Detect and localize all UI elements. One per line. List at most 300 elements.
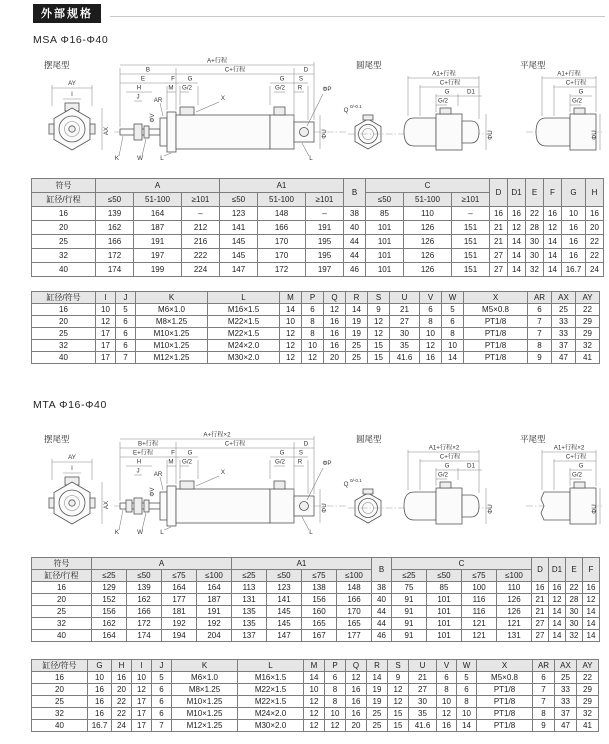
table-row xyxy=(32,235,604,249)
dimension-cell: 100 xyxy=(462,582,497,594)
dimension-cell: 148 xyxy=(337,582,372,594)
dimension-cell: 16 xyxy=(346,684,367,696)
column-header: ≤50 xyxy=(220,193,258,207)
dim-c-flat: C+行程 xyxy=(565,79,587,87)
dimension-cell: 30 xyxy=(566,618,583,630)
dimension-cell: 126 xyxy=(404,235,452,249)
msa-swing-tail-view xyxy=(44,60,110,150)
dimension-cell: 177 xyxy=(337,630,372,642)
dimension-cell: 75 xyxy=(392,582,427,594)
dimension-cell: 27 xyxy=(532,618,549,630)
dimension-cell: 17 xyxy=(96,328,116,340)
bore-size-cell: 16 xyxy=(32,207,96,221)
dimension-cell: 30 xyxy=(526,249,544,263)
dimension-cell: 110 xyxy=(497,582,532,594)
dimension-cell: 22 xyxy=(112,708,132,720)
dimension-cell: 151 xyxy=(452,249,490,263)
dimension-cell: 16 xyxy=(88,696,112,708)
dimension-cell: PT1/8 xyxy=(464,328,528,340)
dimension-cell: 8 xyxy=(528,340,552,352)
column-header: AX xyxy=(555,660,577,672)
dimension-cell: 8 xyxy=(533,708,555,720)
dimension-cell: 47 xyxy=(555,720,577,732)
dimension-cell: M16×1.5 xyxy=(208,304,280,316)
dimension-cell: 22 xyxy=(566,582,583,594)
dimension-cell: 16 xyxy=(420,352,442,364)
table-row xyxy=(32,684,599,696)
bore-size-cell: 20 xyxy=(32,316,96,328)
dimension-cell: 14 xyxy=(280,304,302,316)
dim-phi-v: ΦV xyxy=(149,113,156,123)
dim-h: H xyxy=(136,458,142,466)
column-header: V xyxy=(437,660,457,672)
column-header: R xyxy=(346,292,368,304)
dimension-cell: M10×1.25 xyxy=(172,708,238,720)
dimension-cell: 8 xyxy=(442,328,464,340)
dim-l-rear: L xyxy=(309,155,313,162)
dim-w: W xyxy=(137,155,143,162)
dimension-cell: 164 xyxy=(134,207,182,221)
dimension-cell: 6 xyxy=(457,684,477,696)
dimension-cell: 172 xyxy=(258,263,306,277)
column-header: D1 xyxy=(508,179,526,207)
dimension-cell: 21 xyxy=(409,672,437,684)
dimension-cell: 8 xyxy=(302,328,324,340)
dim-b: B xyxy=(145,66,151,74)
dimension-cell: 12 xyxy=(508,221,526,235)
mta-flat-tail-view xyxy=(520,434,602,524)
dimension-cell: 126 xyxy=(497,594,532,606)
dimension-cell: 6 xyxy=(152,696,172,708)
bore-size-cell: 25 xyxy=(32,606,92,618)
dim-ax: AX xyxy=(103,500,110,510)
column-header: U xyxy=(409,660,437,672)
bore-size-cell: 16 xyxy=(32,304,96,316)
column-header: H xyxy=(586,179,604,207)
dim-g2-round: G/2 xyxy=(438,471,448,479)
dimension-cell: 20 xyxy=(346,720,367,732)
bore-size-cell: 32 xyxy=(32,708,88,720)
mta-main-view xyxy=(114,431,346,537)
dimension-cell: 147 xyxy=(220,263,258,277)
dimension-cell: 12 xyxy=(437,708,457,720)
dimension-cell: 101 xyxy=(366,263,404,277)
column-header: AY xyxy=(577,660,599,672)
dimension-cell: 14 xyxy=(583,618,600,630)
dimension-cell: 22 xyxy=(586,235,604,249)
bore-size-cell: 20 xyxy=(32,221,96,235)
column-header: K xyxy=(136,292,208,304)
dimension-cell: 10 xyxy=(437,696,457,708)
dim-g-round: G xyxy=(444,462,450,470)
dimension-cell: 151 xyxy=(452,263,490,277)
dimension-cell: 16 xyxy=(112,672,132,684)
dim-g2-flat: G/2 xyxy=(572,471,582,479)
column-header: J xyxy=(152,660,172,672)
dim-a1-round: A1+行程 xyxy=(432,70,456,78)
header-row xyxy=(32,558,600,570)
dimension-cell: M10×1.25 xyxy=(136,328,208,340)
dim-phi-p: ΦP xyxy=(322,86,332,93)
dim-k: K xyxy=(114,529,120,536)
dimension-cell: 116 xyxy=(462,606,497,618)
dimension-cell: 101 xyxy=(366,249,404,263)
dimension-cell: 191 xyxy=(306,221,344,235)
dimension-cell: 27 xyxy=(390,316,420,328)
dim-phi-u-flat: ΦU xyxy=(591,504,598,514)
dimension-cell: PT1/8 xyxy=(464,352,528,364)
dimension-cell: 177 xyxy=(162,594,197,606)
dimension-cell: 15 xyxy=(368,340,390,352)
dimension-cell: 151 xyxy=(452,235,490,249)
dimension-cell: 22 xyxy=(577,672,599,684)
dimension-cell: PT1/8 xyxy=(477,696,533,708)
dimension-cell: 28 xyxy=(566,594,583,606)
table-row xyxy=(32,630,600,642)
dim-g2-round: G/2 xyxy=(438,97,448,105)
dim-e: E+行程 xyxy=(132,449,154,457)
dimension-cell: 116 xyxy=(462,594,497,606)
table-row xyxy=(32,249,604,263)
dim-m: M xyxy=(168,84,174,92)
dim-d: D xyxy=(303,440,309,448)
column-header: J xyxy=(116,292,136,304)
column-header: H xyxy=(112,660,132,672)
dimension-cell: 35 xyxy=(409,708,437,720)
dimension-cell: 44 xyxy=(344,249,366,263)
column-header: A xyxy=(92,558,232,570)
dimension-cell: M30×2.0 xyxy=(208,352,280,364)
dim-j: J xyxy=(136,93,140,101)
dim-ay: AY xyxy=(68,454,76,461)
dimension-cell: 164 xyxy=(162,582,197,594)
dimension-cell: 16 xyxy=(346,708,367,720)
dim-q-tolerance: 0/-0.1 xyxy=(350,104,362,109)
column-header: Q xyxy=(346,660,367,672)
dimension-cell: 41 xyxy=(576,352,600,364)
dim-f: F xyxy=(171,75,175,83)
column-header: ≥101 xyxy=(306,193,344,207)
view-label-swing-tail: 摆尾型 xyxy=(44,434,70,444)
dim-g: G xyxy=(187,449,193,457)
dimension-cell: M6×1.0 xyxy=(172,672,238,684)
dimension-cell: 152 xyxy=(92,594,127,606)
dimension-cell: 170 xyxy=(337,606,372,618)
dimension-cell: 145 xyxy=(220,249,258,263)
dimension-cell: 16 xyxy=(324,340,346,352)
dimension-cell: 85 xyxy=(427,582,462,594)
msa-dimension-table-1 xyxy=(31,178,604,277)
dim-d1-round: D1 xyxy=(467,462,475,470)
dimension-cell: 16 xyxy=(562,221,586,235)
bore-size-cell: 16 xyxy=(32,672,88,684)
dimension-cell: 6 xyxy=(302,304,324,316)
dimension-cell: – xyxy=(452,207,490,221)
dim-ay: AY xyxy=(68,80,76,87)
dimension-cell: 32 xyxy=(566,630,583,642)
table-row xyxy=(32,340,600,352)
dim-phi-u-round: ΦU xyxy=(487,504,494,514)
bore-size-cell: 32 xyxy=(32,340,96,352)
dimension-cell: 16 xyxy=(549,582,566,594)
dimension-cell: 14 xyxy=(508,263,526,277)
dimension-cell: 6 xyxy=(152,684,172,696)
header-row xyxy=(32,570,600,582)
dim-q: Q xyxy=(343,481,349,488)
dimension-cell: M8×1.25 xyxy=(172,684,238,696)
column-header: B xyxy=(344,179,366,207)
dim-a: A+行程 xyxy=(206,57,228,65)
column-header: W xyxy=(442,292,464,304)
bore-size-cell: 16 xyxy=(32,582,92,594)
dimension-cell: 12 xyxy=(280,352,302,364)
dimension-cell: 12 xyxy=(420,340,442,352)
dimension-cell: 145 xyxy=(267,606,302,618)
column-header: ≤50 xyxy=(267,570,302,582)
dimension-cell: 9 xyxy=(368,304,390,316)
dimension-cell: 22 xyxy=(112,696,132,708)
dimension-cell: 27 xyxy=(490,249,508,263)
dim-g-rear: G xyxy=(279,449,285,457)
dimension-cell: 19 xyxy=(367,696,388,708)
dimension-cell: 170 xyxy=(258,235,306,249)
dimension-cell: 212 xyxy=(182,221,220,235)
dimension-cell: 166 xyxy=(127,606,162,618)
column-header: ≥101 xyxy=(452,193,490,207)
dim-w: W xyxy=(137,529,143,536)
column-header: 缸径/行程 xyxy=(32,570,92,582)
dimension-cell: 166 xyxy=(337,594,372,606)
dimension-cell: 22 xyxy=(576,304,600,316)
column-header: ≤75 xyxy=(302,570,337,582)
dimension-cell: 32 xyxy=(576,340,600,352)
msa-section-title: MSA Φ16-Φ40 xyxy=(33,34,109,46)
dimension-cell: 21 xyxy=(390,304,420,316)
dimension-cell: 141 xyxy=(220,221,258,235)
column-header: S xyxy=(368,292,390,304)
dimension-cell: 19 xyxy=(346,316,368,328)
dim-i: I xyxy=(71,465,73,472)
dimension-cell: 47 xyxy=(552,352,576,364)
dimension-cell: M30×2.0 xyxy=(238,720,304,732)
dimension-cell: 91 xyxy=(392,594,427,606)
column-header: P xyxy=(302,292,324,304)
dimension-cell: 16 xyxy=(490,207,508,221)
dimension-cell: 12 xyxy=(544,221,562,235)
dimension-cell: 33 xyxy=(552,316,576,328)
dimension-cell: PT1/8 xyxy=(464,316,528,328)
dimension-cell: 25 xyxy=(367,720,388,732)
msa-dimension-drawing xyxy=(30,54,602,170)
dimension-cell: 126 xyxy=(404,249,452,263)
dimension-cell: M22×1.5 xyxy=(238,684,304,696)
dimension-cell: 33 xyxy=(555,684,577,696)
dimension-cell: 12 xyxy=(346,672,367,684)
dimension-cell: 174 xyxy=(96,263,134,277)
column-header: U xyxy=(390,292,420,304)
dim-i: I xyxy=(71,91,73,98)
bore-size-cell: 20 xyxy=(32,594,92,606)
dimension-cell: 40 xyxy=(372,594,392,606)
dimension-cell: 29 xyxy=(577,696,599,708)
dimension-cell: 44 xyxy=(344,235,366,249)
dimension-cell: 14 xyxy=(583,630,600,642)
dimension-cell: 224 xyxy=(182,263,220,277)
view-label-swing-tail: 摆尾型 xyxy=(44,60,70,70)
dimension-cell: M10×1.25 xyxy=(136,340,208,352)
dim-ar: AR xyxy=(153,471,163,478)
msa-dimension-table-2 xyxy=(31,291,600,364)
dimension-cell: 172 xyxy=(96,249,134,263)
dim-r: R xyxy=(297,84,303,92)
dimension-cell: 101 xyxy=(427,606,462,618)
dimension-cell: 192 xyxy=(197,618,232,630)
dimension-cell: 7 xyxy=(528,328,552,340)
dim-m: M xyxy=(168,458,174,466)
column-header: ≤75 xyxy=(462,570,497,582)
column-header: R xyxy=(367,660,388,672)
dimension-cell: 138 xyxy=(302,582,337,594)
dimension-cell: 162 xyxy=(92,618,127,630)
column-header: AR xyxy=(533,660,555,672)
dimension-cell: 135 xyxy=(232,618,267,630)
dimension-cell: 123 xyxy=(267,582,302,594)
dim-phi-v: ΦV xyxy=(149,487,156,497)
dimension-cell: 147 xyxy=(267,630,302,642)
dimension-cell: 25 xyxy=(367,708,388,720)
dimension-cell: 14 xyxy=(508,249,526,263)
msa-round-tail-view xyxy=(344,60,494,150)
dimension-cell: PT1/8 xyxy=(464,340,528,352)
dimension-cell: 10 xyxy=(325,708,346,720)
dimension-cell: 25 xyxy=(552,304,576,316)
dimension-cell: 6 xyxy=(533,672,555,684)
dimension-cell: 16 xyxy=(544,207,562,221)
dimension-cell: – xyxy=(306,207,344,221)
dimension-cell: 195 xyxy=(306,235,344,249)
bore-size-cell: 32 xyxy=(32,249,96,263)
column-header: 51-100 xyxy=(134,193,182,207)
dimension-cell: 14 xyxy=(442,352,464,364)
dimension-cell: 46 xyxy=(372,630,392,642)
dimension-cell: 12 xyxy=(304,696,325,708)
dimension-cell: 19 xyxy=(367,684,388,696)
dimension-cell: 12 xyxy=(132,684,152,696)
dimension-cell: 37 xyxy=(552,340,576,352)
dimension-cell: 16 xyxy=(88,708,112,720)
table-row xyxy=(32,594,600,606)
dim-a1-flat: A1+行程 xyxy=(557,70,581,78)
dimension-cell: 28 xyxy=(526,221,544,235)
dimension-cell: 139 xyxy=(127,582,162,594)
column-header: D xyxy=(490,179,508,207)
table-row xyxy=(32,708,599,720)
dimension-cell: 110 xyxy=(404,207,452,221)
dimension-cell: 12 xyxy=(325,720,346,732)
dim-s: S xyxy=(298,449,304,457)
dim-e: E xyxy=(140,75,146,83)
dimension-cell: 20 xyxy=(324,352,346,364)
dimension-cell: 8 xyxy=(325,696,346,708)
dimension-cell: 10 xyxy=(302,340,324,352)
view-label-round-tail: 圆尾型 xyxy=(356,60,382,70)
dimension-cell: 25 xyxy=(346,340,368,352)
dimension-cell: 10 xyxy=(420,328,442,340)
dimension-cell: 174 xyxy=(127,630,162,642)
dimension-cell: 29 xyxy=(576,316,600,328)
dimension-cell: 8 xyxy=(437,684,457,696)
dimension-cell: M12×1.25 xyxy=(172,720,238,732)
dimension-cell: 16 xyxy=(562,249,586,263)
dimension-cell: 17 xyxy=(132,696,152,708)
dimension-cell: 16 xyxy=(88,684,112,696)
dimension-cell: 17 xyxy=(96,340,116,352)
column-header: AY xyxy=(576,292,600,304)
dimension-cell: 20 xyxy=(112,684,132,696)
dimension-cell: 8 xyxy=(302,316,324,328)
column-header: ≤50 xyxy=(366,193,404,207)
dimension-cell: 145 xyxy=(267,618,302,630)
dimension-cell: 145 xyxy=(220,235,258,249)
dimension-cell: 12 xyxy=(302,352,324,364)
dim-g2-rear: G/2 xyxy=(275,458,285,466)
dimension-cell: 20 xyxy=(586,221,604,235)
dim-a: A+行程×2 xyxy=(203,431,231,439)
dimension-cell: 16 xyxy=(324,316,346,328)
dimension-cell: M24×2.0 xyxy=(208,340,280,352)
column-header: X xyxy=(477,660,533,672)
dimension-cell: 21 xyxy=(532,606,549,618)
dimension-cell: 156 xyxy=(92,606,127,618)
bore-size-cell: 40 xyxy=(32,630,92,642)
dimension-cell: 33 xyxy=(552,328,576,340)
table-row xyxy=(32,618,600,630)
dimension-cell: 204 xyxy=(197,630,232,642)
dim-d1-round: D1 xyxy=(467,88,475,96)
dimension-cell: 10 xyxy=(304,684,325,696)
dimension-cell: 126 xyxy=(404,263,452,277)
column-header: 符号 xyxy=(32,179,96,193)
dimension-cell: 166 xyxy=(96,235,134,249)
bore-size-cell: 40 xyxy=(32,720,88,732)
dimension-cell: 14 xyxy=(508,235,526,249)
dimension-cell: 12 xyxy=(304,708,325,720)
dimension-cell: 167 xyxy=(302,630,337,642)
header-row xyxy=(32,660,599,672)
dimension-cell: 22 xyxy=(586,249,604,263)
column-header: C xyxy=(366,179,490,193)
dimension-cell: 101 xyxy=(427,630,462,642)
column-header: S xyxy=(388,660,409,672)
dimension-cell: 21 xyxy=(490,221,508,235)
dimension-cell: 16 xyxy=(562,235,586,249)
dim-f: F xyxy=(171,449,175,457)
dim-g-rear: G xyxy=(279,75,285,83)
column-header: ≤75 xyxy=(162,570,197,582)
dimension-cell: M22×1.5 xyxy=(208,316,280,328)
column-header: V xyxy=(420,292,442,304)
dimension-cell: 14 xyxy=(583,606,600,618)
mta-dimension-table-2 xyxy=(31,659,599,732)
dimension-cell: 12 xyxy=(388,696,409,708)
dim-phi-u-flat: ΦU xyxy=(591,130,598,140)
bore-size-cell: 20 xyxy=(32,684,88,696)
dimension-cell: 9 xyxy=(528,352,552,364)
column-header: M xyxy=(304,660,325,672)
page-header-badge: 外部规格 xyxy=(33,4,101,23)
view-label-flat-tail: 平尾型 xyxy=(520,434,546,444)
dimension-cell: M5×0.8 xyxy=(477,672,533,684)
